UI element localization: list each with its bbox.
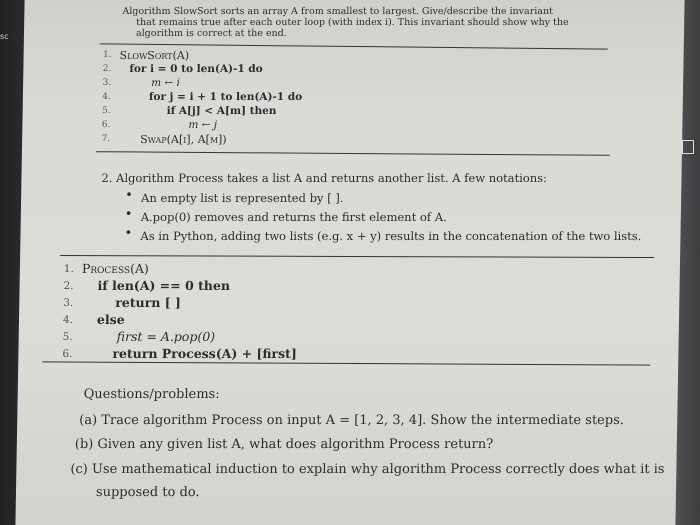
code-line: else <box>96 312 125 327</box>
code-line: SlowSort(A) <box>119 49 190 62</box>
code-line: first = A.pop(0) <box>116 329 216 344</box>
device-edge-icon <box>682 140 694 154</box>
code-line: m ← i <box>151 77 181 89</box>
problem-1-line-3: algorithm is correct at the end. <box>135 28 287 39</box>
question-a: (a) Trace algorithm Process on input A = [1, 2, 3, 4]. Show the intermediate steps. <box>79 413 625 428</box>
divider-top-2 <box>60 255 654 258</box>
problem-2-intro: 2. Algorithm Process takes a list A and returns another list. A few notations: <box>101 171 548 185</box>
code-line: Swap(A[i], A[m]) <box>140 133 227 146</box>
questions-heading: Questions/problems: <box>83 387 220 402</box>
bullet-icon: • <box>124 207 133 222</box>
code-line-number: 2. <box>63 280 74 292</box>
question-c-line-1: (c) Use mathematical induction to explain why algorithm Process correctly does what it is <box>70 462 665 477</box>
code-line: Process(A) <box>81 261 150 276</box>
code-line-number: 6. <box>101 120 111 130</box>
bullet-icon: • <box>124 226 133 241</box>
question-b: (b) Given any given list A, what does algorithm Process return? <box>74 437 494 452</box>
code-line-number: 6. <box>62 348 73 360</box>
code-line-number: 3. <box>102 78 112 88</box>
code-line-number: 3. <box>63 297 74 309</box>
bullet-icon: • <box>125 188 133 203</box>
bullet-item: An empty list is represented by [ ]. <box>141 191 344 205</box>
code-line: for i = 0 to len(A)-1 do <box>129 63 263 75</box>
code-line: if A[j] < A[m] then <box>166 105 277 117</box>
bullet-item: As in Python, adding two lists (e.g. x + y) results in the concatenation of the two lists. <box>140 229 642 243</box>
code-line-number: 4. <box>62 314 74 326</box>
bullet-item: A.pop(0) removes and returns the first element of A. <box>140 210 447 224</box>
paper-sheet <box>15 0 684 525</box>
code-line: return [ ] <box>115 295 182 310</box>
problem-1-line-2: that remains true after each outer loop (with index i). This invariant should show why the <box>136 17 569 28</box>
code-line-number: 1. <box>102 50 112 60</box>
code-line-number: 4. <box>102 92 111 102</box>
code-line: if len(A) == 0 then <box>97 278 231 293</box>
problem-1-line-1: Algorithm SlowSort sorts an array A from smallest to largest. Give/describe the invariant <box>122 6 554 17</box>
code-line-number: 7. <box>101 134 111 144</box>
code-line-number: 5. <box>101 106 111 116</box>
code-line-number: 5. <box>62 331 73 343</box>
code-line-number: 2. <box>102 64 112 74</box>
divider-bottom-1 <box>96 151 610 156</box>
side-label: sc <box>0 32 9 41</box>
code-line: m ← j <box>188 119 218 131</box>
code-line: return Process(A) + [first] <box>112 346 297 361</box>
code-line: for j = i + 1 to len(A)-1 do <box>148 91 303 103</box>
question-c-line-2: supposed to do. <box>95 485 200 500</box>
divider-bottom-2 <box>42 361 650 365</box>
code-line-number: 1. <box>63 263 74 275</box>
